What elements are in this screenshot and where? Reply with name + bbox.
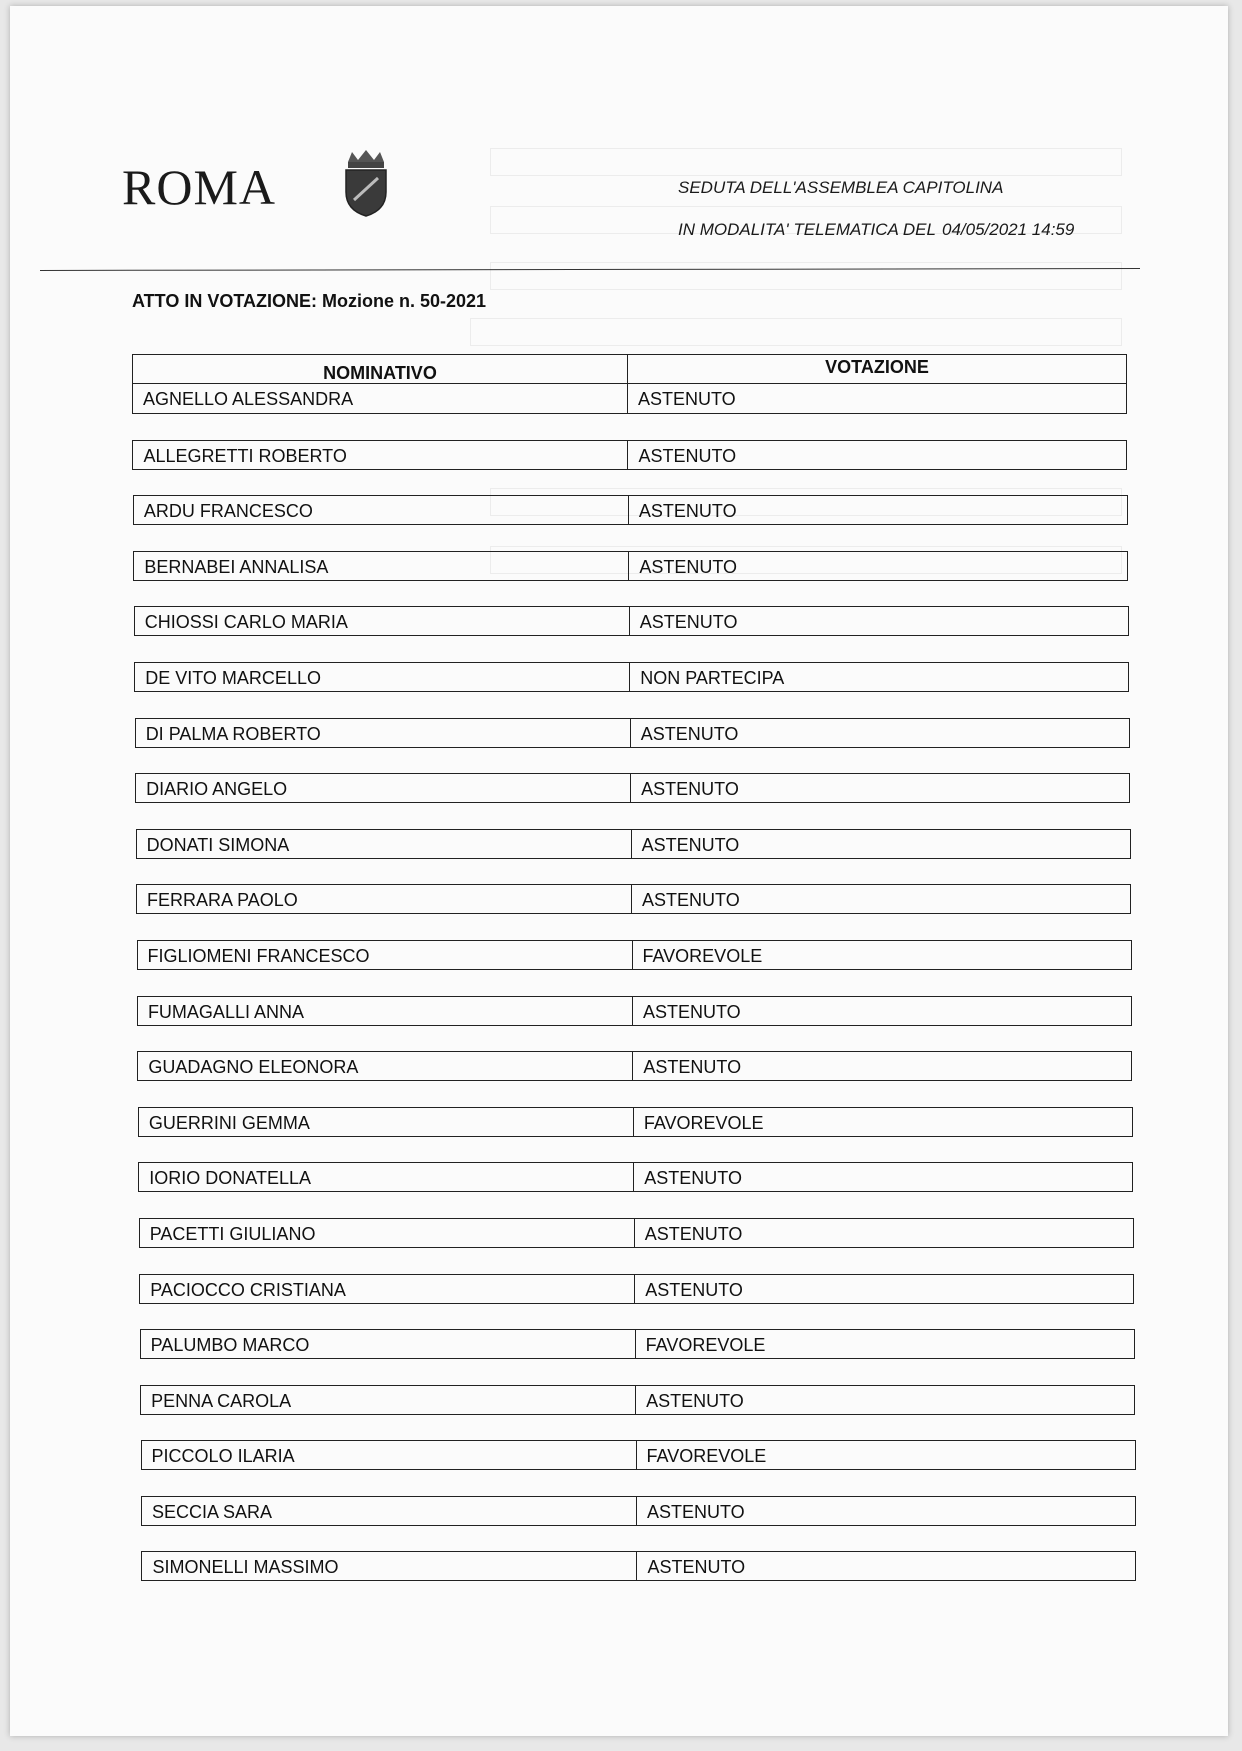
vote-value: ASTENUTO — [640, 723, 739, 744]
member-name: DE VITO MARCELLO — [135, 663, 630, 691]
table-row — [134, 662, 1129, 692]
table-row — [141, 1551, 1136, 1581]
member-name: PALUMBO MARCO — [141, 1330, 636, 1358]
member-name: DIARIO ANGELO — [136, 774, 631, 802]
member-name: BERNABEI ANNALISA — [134, 552, 629, 580]
table-row — [136, 884, 1131, 914]
column-header-votazione: VOTAZIONE — [825, 357, 929, 377]
vote-value: ASTENUTO — [638, 501, 737, 522]
vote-value: ASTENUTO — [642, 890, 740, 911]
vote-value: ASTENUTO — [644, 1168, 742, 1189]
table-row — [140, 1385, 1135, 1415]
table-row — [132, 440, 1127, 470]
table-row — [140, 1329, 1135, 1359]
act-in-vote-label: ATTO IN VOTAZIONE: Mozione n. 50-2021 — [132, 291, 487, 311]
vote-value: ASTENUTO — [646, 1390, 744, 1411]
member-name: AGNELLO ALESSANDRA — [133, 384, 628, 413]
member-name: PACIOCCO CRISTIANA — [140, 1275, 635, 1303]
vote-value: ASTENUTO — [641, 834, 740, 855]
bleed-through-box — [490, 262, 1122, 290]
table-row — [137, 996, 1132, 1026]
vote-table — [132, 354, 1127, 1607]
vote-table-body — [132, 384, 1127, 1581]
vote-value: ASTENUTO — [643, 1057, 742, 1078]
member-name: PENNA CAROLA — [141, 1386, 636, 1414]
session-mode-text: IN MODALITA' TELEMATICA DEL — [678, 220, 936, 239]
table-row — [136, 829, 1131, 859]
table-row — [141, 1440, 1136, 1470]
vote-value: ASTENUTO — [638, 389, 736, 409]
vote-value: ASTENUTO — [642, 1001, 741, 1022]
table-row — [133, 551, 1128, 581]
member-name: ALLEGRETTI ROBERTO — [133, 441, 628, 469]
member-name: PACETTI GIULIANO — [140, 1219, 635, 1247]
bleed-through-box — [470, 318, 1122, 346]
bleed-through-box — [490, 148, 1122, 176]
vote-value: ASTENUTO — [641, 779, 739, 800]
roma-logo-text: ROMA — [122, 159, 277, 215]
vote-table-header — [132, 354, 1127, 384]
vote-value: ASTENUTO — [639, 556, 738, 577]
table-row — [134, 606, 1129, 636]
session-title: SEDUTA DELL'ASSEMBLEA CAPITOLINA — [678, 178, 1004, 197]
session-mode — [678, 220, 1074, 240]
member-name: GUERRINI GEMMA — [139, 1108, 634, 1136]
member-name: DONATI SIMONA — [137, 830, 632, 858]
table-row — [133, 495, 1128, 525]
vote-value: NON PARTECIPA — [640, 667, 785, 688]
member-name: ARDU FRANCESCO — [134, 496, 629, 524]
member-name: FIGLIOMENI FRANCESCO — [138, 941, 633, 969]
vote-value: ASTENUTO — [647, 1557, 746, 1578]
table-row — [139, 1274, 1134, 1304]
table-row — [135, 773, 1130, 803]
column-header-nominativo: NOMINATIVO — [133, 355, 628, 383]
member-name: DI PALMA ROBERTO — [136, 719, 631, 747]
vote-value: ASTENUTO — [647, 1501, 745, 1522]
table-row — [135, 718, 1130, 748]
vote-value: ASTENUTO — [645, 1279, 743, 1300]
vote-value: FAVOREVOLE — [643, 1112, 764, 1133]
member-name: FERRARA PAOLO — [137, 885, 632, 913]
member-name: GUADAGNO ELEONORA — [138, 1052, 633, 1080]
table-row — [141, 1496, 1136, 1526]
vote-value: ASTENUTO — [644, 1223, 743, 1244]
vote-value: FAVOREVOLE — [642, 945, 763, 966]
table-row — [139, 1218, 1134, 1248]
table-row — [132, 384, 1127, 414]
table-row — [138, 1162, 1133, 1192]
member-name: SECCIA SARA — [142, 1497, 637, 1525]
member-name: PICCOLO ILARIA — [142, 1441, 637, 1469]
table-row — [138, 1107, 1133, 1137]
vote-value: FAVOREVOLE — [645, 1335, 766, 1356]
member-name: CHIOSSI CARLO MARIA — [135, 607, 630, 635]
table-row — [137, 940, 1132, 970]
table-row — [137, 1051, 1132, 1081]
member-name: FUMAGALLI ANNA — [138, 997, 633, 1025]
vote-value: ASTENUTO — [638, 445, 737, 466]
roma-crest-icon — [340, 148, 392, 218]
vote-value: FAVOREVOLE — [646, 1446, 767, 1467]
document-page — [10, 6, 1228, 1736]
member-name: SIMONELLI MASSIMO — [142, 1552, 637, 1580]
member-name: IORIO DONATELLA — [139, 1163, 634, 1191]
vote-value: ASTENUTO — [639, 612, 738, 633]
session-datetime: 04/05/2021 14:59 — [941, 220, 1075, 239]
